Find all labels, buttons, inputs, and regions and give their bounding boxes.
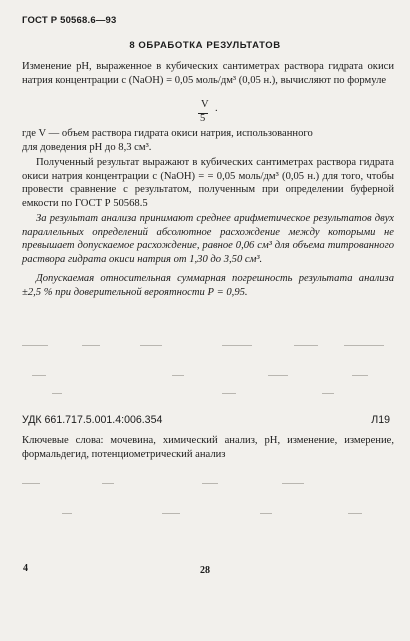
scan-artifact-line xyxy=(22,388,390,398)
scan-artifact-line xyxy=(22,508,390,518)
keywords: Ключевые слова: мочевина, химический анализ, рН, изменение, измерение, формальдегид, потенциометрический анализ xyxy=(22,435,394,460)
paragraph-tolerance: Допускаемая относительная суммарная погрешность результата анализа ±2,5 % при доверительной вероятности Р = 0,95. xyxy=(22,273,394,298)
scan-artifact-line xyxy=(22,340,390,350)
footer-mark: 4 xyxy=(23,563,28,574)
formula-numerator: V xyxy=(201,99,209,110)
paragraph-result-expression: Полученный результат выражают в кубических сантиметрах раствора гидрата окиси натрия концентрации с (NaOH) = = 0,05 моль/дм³ (0,05 н.) для того, чтобы провести сравнение с результатом, полученным при определении буферной емкости по ГОСТ Р 50568.5 xyxy=(22,157,394,209)
udk-group-code: Л19 xyxy=(371,414,390,426)
page-number: 28 xyxy=(200,565,210,576)
scan-artifact-line xyxy=(22,370,390,380)
udk-classification: УДК 661.717.5.001.4:006.354 xyxy=(22,414,163,426)
paragraph-formula-intro: Изменение рН, выраженное в кубических сантиметрах раствора гидрата окиси натрия концентрации с (NaOH) = 0,05 моль/дм³ (0,05 н.), вычисляют по формуле xyxy=(22,61,394,86)
paragraph-average-result: За результат анализа принимают среднее арифметическое результатов двух параллельных определений абсолютное расхождение между которыми не превышает допускаемое расхождение, равное 0,06 см³ для объема титрованного раствора гидрата окиси натрия от 1,30 до 3,50 см³. xyxy=(22,213,394,265)
formula-suffix: . xyxy=(215,103,218,114)
scan-artifact-line xyxy=(22,478,390,488)
formula-denominator: 5 xyxy=(200,113,206,124)
standard-header: ГОСТ Р 50568.6—93 xyxy=(22,15,117,26)
paragraph-variable-definition: где V — объем раствора гидрата окиси натрия, использованного для доведения рН до 8,3 см³. xyxy=(22,128,313,153)
section-title: 8 ОБРАБОТКА РЕЗУЛЬТАТОВ xyxy=(129,40,281,51)
